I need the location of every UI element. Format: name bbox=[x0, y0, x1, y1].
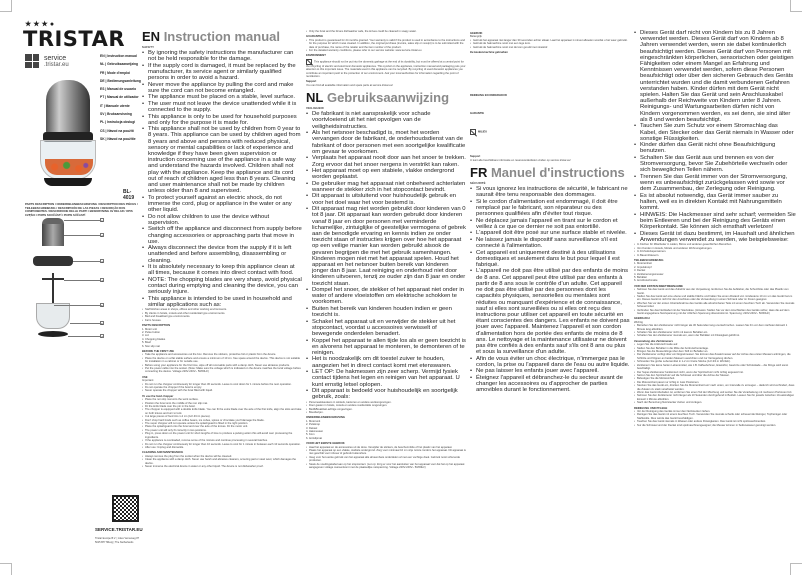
language-item: FR | Mode d'emploi bbox=[100, 70, 131, 75]
bowl-part bbox=[36, 303, 70, 329]
safety-list-en: • By ignoring the safety instructions the manufacturer can not be held responsible for the damage. • If the supply cord is damaged, it must be replaced by the manufacturer, its service agent or similarly qualified persons in order to avoid a hazard. • Never move the appliance by pulling the cord and make sure the cord can not become entangled. • The appliance must be placed on a stable, level surface. • The user must not leave the device unattended while it is connected to the supply. • This appliance is only to be used for household purposes and only for the purpose it is made for. • This appliance shall not be used by children from 0 year to 8 years. This appliance can be used by children aged from 8 years and above and persons with reduced physical, sensory or mental capabilities or lack of experience and knowledge if they have been given supervision or instruction concerning use of the appliance in a safe way and understand the hazards involved. Children shall not play with the appliance. Keep the appliance and its cord out of reach of children aged less than 8 years. Cleaning and user maintenance shall not be made by children unless older than 8 and supervised. • To protect yourself against an electric shock, do not immerse the cord, plug or appliance in the water or any other liquid. • Do not allow children to use the device without supervision. • Switch off the appliance and disconnect from supply before changing accessories or approaching parts that move in use. • Always disconnect the device from the supply if it is left unattended and before assembling, disassembling or cleaning. • It is absolutely necessary to keep this appliance clean at all times, because it comes into direct contact with food. • NOTE: The chopping blades are very sharp, avoid physical contact during emptying and cleaning the device, you can seriously injure. • This appliance is intended to be used in household and similar applications such as: bbox=[142, 50, 302, 308]
part-number-label: 6 bbox=[101, 322, 103, 326]
exploded-parts-diagram bbox=[30, 218, 103, 348]
logo-stars-icon: ★★★● bbox=[25, 21, 57, 28]
section-heading-en: EN Instruction manual bbox=[142, 29, 280, 44]
food-chopper-heading: To use the food chopper bbox=[142, 394, 174, 398]
part-number-label: 2 bbox=[101, 234, 103, 238]
en-details: • Staff kitchen areas in shops, offices and other working environments. • By clients in hotels, motels and other residential type environments. • Bed and breakfast type environments. • Farm houses. PARTS DESCRIPTION 1. Motor unit 2. Pulse button 3. Lid 4. Chopping blades 5. Bowl 6. Non slip mat BEFORE THE FIRST USE • Take the appliance and accessories out the box. Remove the stickers, protective foil or plastic from the device. • Place the device on a flat stable surface and ensure a minimum of 10 cm. free space around the device. This device is not suitable for installation in a cabinet or for outside use. • Before using your appliance for the first time, wipe off all removable parts with a damp cloth. Never use abrasive products. • Put the power cable into the socket. (Note: Make sure the voltage which is indicated on the device matches the local voltage before connecting the device. Voltage 220V-240V~ 50/60Hz) USE Important • Do not run the chopper continuously for longer than 30 seconds. Leave to cool down for 1 minute before the next operation. • Do not operate the chopper if the bowl is empty. • Never operate the chopper with the bowl filled with liquid. To use the food chopper • Place the non slip mat onto the work surface. • Position the bowl onto the middle of the non slip mat. • Fit the knife blade over the pin in the bowl. • The chopper is equipped with a double knife blade. You can fit the extra blade over the axle of the first knife, align the slots and take on both knives and turn to lock. • Cut large pieces of food into 1-2 cm (1/2-3/4 in pieces). • Don't chop hard foods such as coffee beans, ice cubes, spices or chocolate you'll damage the blade. • The super chopper will not operate unless the splashguard is fitted in the right position. • Place the splashguard onto the bowl and over the axle of the knives. Fit the motor unit. • The power unit will only fit correctly in two positions. • Plug in, press down on the power unit for short lengths of time to produce a pulsing action this will avoid over processing the ingredients. • If the appliance is overloaded, remove some of the mixture and continue processing in several batches. • Do not run the chopper continuously for longer than 10 seconds. Leave to cool for 1 minute in between each 10 seconds operation. • After use: Unplug and dismantle. CLEANING AND MAINTENANCE • Always remove the plug from the socket when the device will be cleaned. • Clean the appliance with a damp cloth. Never use harsh and abrasive cleaners, scouring pad or steel wool, which damages the device. • Never immerse the electrical device in water or any other liquid. The device is not dishwasher proof. bbox=[142, 308, 302, 468]
guarantee-heading: GUARANTEE bbox=[306, 35, 324, 39]
part-number-label: 5 bbox=[101, 304, 103, 308]
section-heading-nl: NL Gebruiksaanwijzing bbox=[306, 90, 450, 106]
crop-mark bbox=[790, 0, 802, 12]
bowl-illustration bbox=[40, 140, 96, 180]
language-list bbox=[100, 52, 145, 143]
use-heading: USE bbox=[142, 375, 148, 379]
safety-heading: SAFETY bbox=[142, 45, 155, 49]
language-item: NL | Gebruiksaanwijzing bbox=[100, 62, 139, 67]
part-number-label: 3 bbox=[101, 260, 103, 264]
service-badge bbox=[25, 54, 69, 68]
language-item: PT | Manual de utilizador bbox=[100, 95, 139, 100]
part-number-label: 4 bbox=[101, 279, 103, 283]
language-item: ES | Manual de usuario bbox=[100, 87, 137, 92]
section-heading-fr: FR Manuel d'instructions bbox=[470, 165, 625, 181]
de-section: • Dieses Gerät darf nicht von Kindern bis zu 8 Jahren verwendet werden. Dieses Gerät darf von Kindern ab 8 Jahren verwendet werden, wenn sie dabei kontinuierlich beaufsichtigt werden. Dieses Gerät darf von Personen mit eingeschränkten körperlichen, sensorischen oder geistigen Fähigkeiten oder einem Mangel an Erfahrung und Kenntnissen verwendet werden, sofern diese Personen beaufsichtigt oder über den sicheren Gebrauch des Geräts unterrichtet wurden und die damit verbundenen Gefahren verstanden haben. Kinder dürfen mit dem Gerät nicht spielen. Halten Sie das Gerät und sein Anschlusskabel außerhalb der Reichweite von Kindern unter 8 Jahren. Reinigungs- und Wartungsarbeiten dürfen nicht von Kindern vorgenommen werden, es sei denn, sie sind älter als 8 und werden beaufsichtigt. • Tauchen Sie zum Schutz vor einem Stromschlag das Kabel, den Stecker oder das Gerät niemals in Wasser oder sonstige Flüssigkeiten. • Kinder dürfen das Gerät nicht ohne Beaufsichtigung benutzen. • Schalten Sie das Gerät aus und trennen es von der Stromversorgung, bevor Sie Zubehörteile wechseln oder sich beweglichen Teilen nähern. • Trennen Sie das Gerät immer von der Stromversorgung, wenn es unbeaufsichtigt zurückgelassen wird sowie vor dem Zusammenbau, der Zerlegung oder Reinigung. • Es ist absolut notwendig, das Gerät immer sauber zu halten, weil es in direkten Kontakt mit Nahrungsmitteln kommt. • HINWEIS: Die Hackmesser sind sehr scharf; vermeiden Sie beim Entleeren und bei der Reinigung des Geräts einen Körperkontakt. Sie können sich ernsthaft verletzen! • Dieses Gerät ist dazu bestimmt, im Haushalt und ähnlichen Anwendungen verwendet zu werden, wie beispielsweise: • In Küchen für Mitarbeiter in Läden, Büros und anderen gewerblichen Bereichen. • Von Kunden in Hotels, Motels und anderen Wohnumgebungen. • In Frühstückspensionen. • In Bauernhäusern. TEILEBESCHREIBUNG 1. Motoreinheit 2. Impulsknopf 3. Deckel 4. Zerkleinerungsmesser 5. Behälter 6. Anti-Rutschmatte VOR DER ERSTEN INBETRIEBNAHME • Nehmen Sie das Gerät und das Zubehör aus der Verpackung. Entfernen Sie die Aufkleber, die Schutzfolie oder das Plastik vom Gerät. • Stellen Sie das Gerät auf eine ebene und stabile Fläche und halten Sie einen Abstand von mindestens 10 cm um das Gerät herum ein. Dieses Gerät ist nicht für den Anschluss oder die Verwendung in einem Schrank oder im Freien geeignet. • Wischen Sie vor der ersten Inbetriebnahme des Geräts alle abnehmbaren Teile mit einem feuchten Tuch ab. Verwenden Sie niemals Scheuermittel. • Verbinden Sie das Netzkabel mit der Steckdose. (Hinweis: Stellen Sie vor dem Anschließen des Geräts sicher, dass die auf dem Gerät angegebene Netzspannung mit der örtlichen Spannung übereinstimmt. Spannung: 220V-240V~ 50/60Hz) GEBRAUCH Wichtig • Betreiben Sie den Zerkleinerer nicht länger als 30 Sekunden lang ununterbrochen. Lassen Sie ihn vor dem nächsten Einsatz 1 Minute lang abkühlen. • Schalten Sie den Zerkleinerer nicht mit leerem Behälter ein. • Schalten Sie den Zerkleinerer niemals ein, wenn der Behälter mit Flüssigkeit gefüllt ist. Verwendung des Zerkleinerers • Legen Sie die Antirutschmatte auf. • Stellen Sie den Behälter in die Mitte der Antirutschunterlage. • Bringen Sie die Messerklinge über dem Stift im Behälter an. • Der Zerkleinerer verfügt über ein Doppelmesser. Sie können das Zusatzmesser auf der Achse des ersten Messers anbringen, die Schlitze und Nippen an beiden Messern ausrichten und zur Verriegelung drehen. • Schneiden Sie große Lebensmittel in 1-2 cm breite Stücke (1/2-3/4 in Würfeln). • Zerkleinern Sie keine harten Lebensmittel, wie z.B. Kaffeebohnen, Eiswürfel, Gewürze oder Schokolade – die Klinge wird sonst beschädigt. • Der Super-Zerkleinerer funktioniert nicht, wenn der Spritzschutz nicht richtig angesetzt ist. • Setzen Sie den Spritzschutz auf die Schüssel und über die Achse der Messer. • Befestigen Sie die Motoreinheit. • Die Motoreinheit passt nur richtig in zwei Positionen. • Stecken Sie das Gerät ein, drücken Sie die Motoreinheit kurz nach unten, um Intervalle zu erzeugen – dadurch wird verhindert, dass die Zutaten zu stark verarbeitet werden. • Wenn das Gerät überladen ist, entfernen Sie einen Teil der Mischung und setzen Sie die Verarbeitung mit mehreren Portionen fort. • Nehmen Sie den Zerkleinerer nicht länger als 10 Sekunden durchgehend in Betrieb. Lassen Sie ihn jeweils zwischen 10-sekündigen Einsatz 1 Minute abkühlen. • Nach der Benutzung Netzstecker ziehen und zerlegen. REINIGUNG UND PFLEGE • Vor der Reinigung des Geräts immer den Netzstecker ziehen. • Reinigen Sie das Gerät mit einem feuchten Tuch. Verwenden Sie niemals scharfe oder scheuernde Reiniger, Topfreiniger oder Stahlwolle. Dies würde das Gerät beschädigen. • Tauchen Sie das Gerät niemals in Wasser oder andere Flüssigkeiten. Das Gerät ist nicht spülmaschinenfest. • Nur die Schüssel und der Deckel sind spülmaschinengeeignet; die Messer können in Seifenwasser gereinigt werden. bbox=[634, 30, 796, 427]
weee-bin-icon bbox=[470, 129, 476, 135]
language-item: IT | Manuale utente bbox=[100, 103, 130, 108]
language-item: SK | Návod na použitie bbox=[100, 136, 136, 141]
safety-list-de-continued: • Dieses Gerät darf nicht von Kindern bis zu 8 Jahren verwendet werden. Dieses Gerät darf von Kindern ab 8 Jahren verwendet werden, wenn sie dabei kontinuierlich beaufsichtigt werden. Dieses Gerät darf von Personen mit eingeschränkten körperlichen, sensorischen oder geistigen Fähigkeiten oder einem Mangel an Erfahrung und Kenntnissen verwendet werden, sofern diese Personen beaufsichtigt oder über den sicheren Gebrauch des Geräts unterrichtet wurden und die damit verbundenen Gefahren verstanden haben. Kinder dürfen mit dem Gerät nicht spielen. Halten Sie das Gerät und sein Anschlusskabel außerhalb der Reichweite von Kindern unter 8 Jahren. Reinigungs- und Wartungsarbeiten dürfen nicht von Kindern vorgenommen werden, es sei denn, sie sind älter als 8 und werden beaufsichtigt. • Tauchen Sie zum Schutz vor einem Stromschlag das Kabel, den Stecker oder das Gerät niemals in Wasser oder sonstige Flüssigkeiten. • Kinder dürfen das Gerät nicht ohne Beaufsichtigung benutzen. • Schalten Sie das Gerät aus und trennen es von der Stromversorgung, bevor Sie Zubehörteile wechseln oder sich beweglichen Teilen nähern. • Trennen Sie das Gerät immer von der Stromversorgung, wenn es unbeaufsichtigt zurückgelassen wird sowie vor dem Zusammenbau, der Zerlegung oder Reinigung. • Es ist absolut notwendig, das Gerät immer sauber zu halten, weil es in direkten Kontakt mit Nahrungsmitteln kommt. • HINWEIS: Die Hackmesser sind sehr scharf; vermeiden Sie beim Entleeren und bei der Reinigung des Geräts einen Körperkontakt. Sie können sich ernsthaft verletzen! • Dieses Gerät ist dazu bestimmt, im Haushalt und ähnlichen Anwendungen verwendet zu werden, wie beispielsweise: bbox=[634, 30, 796, 243]
language-item: PL | Instrukcja obsługi bbox=[100, 120, 136, 125]
model-number: BL-4019 bbox=[123, 189, 135, 201]
nl-fr-section: GEBRUIK Belangrijk • Gebruik het apparaat niet langer dan 30 seconden achter elkaar. Laat het apparaat 1 minuut afkoelen voordat u het weer gebruikt. • Gebruik de hakmachine nooit met een lege kom. • Gebruik de hakmachine nooit met de kom gevuld met vloeistof. De keukenmachine gebruiken REINIGING EN ONDERHOUD GARANTIE MILIEU Support U kunt alle beschikbare informatie en reserveonderdelen vinden op service.tristar.eu! FR Manuel d'instructions SÉCURITÉ • Si vous ignorez les instructions de sécurité, le fabricant ne saurait être tenu responsable des dommages. • Si le cordon d'alimentation est endommagé, il doit être remplacé par le fabricant, son réparateur ou des personnes qualifiées afin d'éviter tout risque. • Ne déplacez jamais l'appareil en tirant sur le cordon et veillez à ce que ce dernier ne soit pas entortillé. • L'appareil doit être posé sur une surface stable et nivelée. • Ne laissez jamais le dispositif sans surveillance s'il est connecté à l'alimentation. • Cet appareil est uniquement destiné à des utilisations domestiques et seulement dans le but pour lequel il est fabriqué. • L'appareil ne doit pas être utilisé par des enfants de moins de 8 ans. Cet appareil peut être utilisé par des enfants à partir de 8 ans sous le contrôle d'un adulte. Cet appareil ne doit pas être utilisé par des personnes dont les capacités physiques, sensorielles ou mentales sont réduites ou manquant d'expérience et de connaissance, sauf si elles sont surveillées ou si elles ont reçu des instructions pour utiliser cet appareil en toute sécurité en étant conscientes des dangers. Les enfants ne doivent pas jouer avec l'appareil. Maintenez l'appareil et son cordon d'alimentation hors de portée des enfants de moins de 8 ans. Le nettoyage et la maintenance utilisateur ne doivent pas être confiés à des enfants sauf s'ils ont 8 ans ou plus et sous la surveillance d'un adulte. • Afin de vous éviter un choc électrique, n'immergez pas le cordon, la prise ou l'appareil dans de l'eau ou autre liquide. • Ne pas laisser les enfants jouer avec l'appareil. • Éteignez l'appareil et débranchez-le du secteur avant de changer les accessoires ou d'approcher de parties amovibles durant le fonctionnement. bbox=[470, 30, 630, 394]
language-item: DE | Bedienungsanleitung bbox=[100, 78, 141, 83]
en-nl-section: • Only the bowl and the lid are dishwasher safe, the knives could be cleaned in soapy water. GUARANTEE • This product is guaranteed for 24 months granted. Your warranty is valid if the product is used in accordance to the instructions and for the purpose for which it was created. In addition, the original purchase (invoice, sales slip or receipt) is to be submitted with the date of purchase, the name of the retailer and the item number of the product. • For the detailed warranty conditions, please refer to our service website: www.service.tristar.eu ENVIRONMENT This appliance should not be put into the domestic garbage at the end of its durability, but must be offered at a central point for the recycling of electric and electronic domestic appliances. This symbol on the appliance, instruction manual and packaging puts your attention to this important issue. The materials used in this appliance can be recycled. By recycling of used domestic appliances you contribute an important push to the protection of our environment. Ask your local authorities for information regarding the point of recollection. Support You can find all available information and spare parts at service.tristar.eu! NL Gebruiksaanwijzing VEILIGHEID • De fabrikant is niet aansprakelijk voor schade voortvloeiend uit het niet opvolgen van de veiligheidsinstructies. • Als het netsnoer beschadigd is, moet het worden vervangen door de fabrikant, de onderhoudsdienst van de fabrikant of door personen met een soortgelijke kwalificatie om gevaar te voorkomen. • Verplaats het apparaat nooit door aan het snoer te trekken. Zorg ervoor dat het snoer nergens in verstrikt kan raken. • Het apparaat moet op een stabiele, vlakke ondergrond worden geplaatst. • De gebruiker mag het apparaat niet onbeheerd achterlaten wanneer de stekker zich in het stopcontact bevindt. • Dit apparaat is uitsluitend voor huishoudelijk gebruik en voor het doel waar het voor bestemd is. • Dit apparaat mag niet worden gebruikt door kinderen van 0 tot 8 jaar. Dit apparaat kan worden gebruikt door kinderen vanaf 8 jaar en door personen met verminderde lichamelijke, zintuiglijke of geestelijke vermogens of gebrek aan de benodigde ervaring en kennis indien ze onder toezicht staan of instructies krijgen over hoe het apparaat op een veilige manier kan worden gebruikt alsook de gevaren begrijpen die met het gebruik samenhangen. Kinderen mogen niet met het apparaat spelen. Houd het apparaat en het netsnoer buiten bereik van kinderen jonger dan 8 jaar. Laat reiniging en onderhoud niet door kinderen uitvoeren, tenzij ze ouder zijn dan 8 jaar en onder toezicht staan. • Dompel het snoer, de stekker of het apparaat niet onder in water of andere vloeistoffen om elektrische schokken te voorkomen. • Buiten het bereik van kinderen houden indien er geen toezicht is. • Schakel het apparaat uit en verwijder de stekker uit het stopcontact, voordat u accessoires verwisselt of bewegende onderdelen benadert. • Koppel het apparaat te allen tijde los als er geen toezicht is en alvorens het apparaat te monteren, te demonteren of te reinigen. • Het is noodzakelijk om dit toestel zuiver te houden, aangezien het in direct contact komt met etenswaren. • LET OP: De hakmessen zijn zeer scherp. Vermijd fysiek contact tijdens het legen en reinigen van het apparaat. U kunt ernstig letsel oplopen. • Dit apparaat is bedoeld voor huishoudelijk en soortgelijk gebruik, zoals: • Personeelskeukens in winkels, kantoren en andere werkomgevingen. • Door gasten in hotels, motels en andere residentiële omgevingen. • Bed&Breakfast-achtige omgevingen. • Boerderijen. ONDERDELENBESCHRIJVING 1. Motorunit 2. Pulsknop 3. Deksel 4. Hakmessen 5. Kom 6. Antislipmat VOOR HET EERSTE GEBRUIK • Haal het apparaat en de accessoires uit de doos. Verwijder de stickers, de beschermfolie of het plastic van het apparaat. • Plaats het apparaat op een vlakke, stabiele ondergrond. Zorg voor minimaal 10 cm vrije ruimte rondom het apparaat. Dit apparaat is niet geschikt voor inbouw of gebruik buitenshuis. • Veeg voor het eerste gebruik van het apparaat alle afneembare onderdelen af met een vochtige doek. Gebruik nooit schurende producten. • Steek de voedingskabel aan op het stopcontact. (Let op: Zorg er voor het aansluiten van het apparaat voor dat het op het apparaat aangegeven voltage overeenkomt met de plaatselijke netspanning. Voltage 220V-240V~ 50/60Hz) bbox=[306, 30, 466, 470]
company-address: Tristar Europe B.V. | Jules Verneweg 87 5015 BH Tilburg | The Netherlands bbox=[95, 537, 140, 544]
service-label: service bbox=[44, 54, 67, 62]
language-item: EN | Instruction manual bbox=[100, 54, 137, 58]
language-item: CS | Návod na použití bbox=[100, 128, 134, 133]
parts-description-title: PARTS DESCRIPTION / ONDERDELENBESCHRIJVING / DESCRIPTION DES PIÈCES / TEILEBESCHREIBUNG / DESCRIPCIÓN DE LAS PIEZAS / DESCRIÇÃO DOS COMPONENTES / DESCRIZIONE DELLE PARTI / BESKRIVNING AV DELAR / OPIS CZĘŚCI / POPIS SOUČÁSTÍ / POPIS SÚČASTÍ bbox=[25, 202, 138, 217]
before-first-use-heading: BEFORE THE FIRST USE bbox=[142, 349, 175, 353]
en-section bbox=[142, 30, 302, 468]
weee-bin-icon bbox=[306, 59, 312, 65]
part-number-label: 7 bbox=[101, 335, 103, 339]
brand-logo: TRISTAR bbox=[23, 27, 126, 51]
lid-part bbox=[33, 256, 73, 266]
service-url: SERVICE.TRISTAR.EU bbox=[95, 527, 143, 532]
parts-heading: PARTS DESCRIPTION bbox=[142, 324, 171, 328]
support-heading: Support bbox=[306, 80, 317, 84]
environment-heading: ENVIRONMENT bbox=[306, 54, 326, 58]
cleaning-heading: CLEANING AND MAINTENANCE bbox=[142, 451, 184, 455]
motor-unit-illustration bbox=[46, 80, 90, 135]
motor-unit-part bbox=[42, 224, 64, 246]
language-item: SV | Bruksanvisning bbox=[100, 112, 132, 117]
cover-panel bbox=[0, 0, 143, 570]
product-image bbox=[38, 80, 98, 190]
safety-list-nl: • De fabrikant is niet aansprakelijk voor schade voortvloeiend uit het niet opvolgen van de veiligheidsinstructies. • Als het netsnoer beschadigd is, moet het worden vervangen door de fabrikant, de onderhoudsdienst van de fabrikant of door personen met een soortgelijke kwalificatie om gevaar te voorkomen. • Verplaats het apparaat nooit door aan het snoer te trekken. Zorg ervoor dat het snoer nergens in verstrikt kan raken. • Het apparaat moet op een stabiele, vlakke ondergrond worden geplaatst. • De gebruiker mag het apparaat niet onbeheerd achterlaten wanneer de stekker zich in het stopcontact bevindt. • Dit apparaat is uitsluitend voor huishoudelijk gebruik en voor het doel waar het voor bestemd is. • Dit apparaat mag niet worden gebruikt door kinderen van 0 tot 8 jaar. Dit apparaat kan worden gebruikt door kinderen vanaf 8 jaar en door personen met verminderde lichamelijke, zintuiglijke of geestelijke vermogens of gebrek aan de benodigde ervaring en kennis indien ze onder toezicht staan of instructies krijgen over hoe het apparaat op een veilige manier kan worden gebruikt alsook de gevaren begrijpen die met het gebruik samenhangen. Kinderen mogen niet met het apparaat spelen. Houd het apparaat en het netsnoer buiten bereik van kinderen jonger dan 8 jaar. Laat reiniging en onderhoud niet door kinderen uitvoeren, tenzij ze ouder zijn dan 8 jaar en onder toezicht staan. • Dompel het snoer, de stekker of het apparaat niet onder in water of andere vloeistoffen om elektrische schokken te voorkomen. • Buiten het bereik van kinderen houden indien er geen toezicht is. • Schakel het apparaat uit en verwijder de stekker uit het stopcontact, voordat u accessoires verwisselt of bewegende onderdelen benadert. • Koppel het apparaat te allen tijde los als er geen toezicht is en alvorens het apparaat te monteren, te demonteren of te reinigen. • Het is noodzakelijk om dit toestel zuiver te houden, aangezien het in direct contact komt met etenswaren. • LET OP: De hakmessen zijn zeer scherp. Vermijd fysiek contact tijdens het legen en reinigen van het apparaat. U kunt ernstig letsel oplopen. • Dit apparaat is bedoeld voor huishoudelijk en soortgelijk gebruik, zoals: bbox=[306, 111, 466, 400]
non-slip-mat-part bbox=[38, 331, 68, 337]
service-site: .tristar.eu bbox=[44, 61, 69, 68]
service-grid-icon bbox=[25, 54, 39, 68]
safety-list-fr: • Si vous ignorez les instructions de sécurité, le fabricant ne saurait être tenu responsable des dommages. • Si le cordon d'alimentation est endommagé, il doit être remplacé par le fabricant, son réparateur ou des personnes qualifiées afin d'éviter tout risque. • Ne déplacez jamais l'appareil en tirant sur le cordon et veillez à ce que ce dernier ne soit pas entortillé. • L'appareil doit être posé sur une surface stable et nivelée. • Ne laissez jamais le dispositif sans surveillance s'il est connecté à l'alimentation. • Cet appareil est uniquement destiné à des utilisations domestiques et seulement dans le but pour lequel il est fabriqué. • L'appareil ne doit pas être utilisé par des enfants de moins de 8 ans. Cet appareil peut être utilisé par des enfants à partir de 8 ans sous le contrôle d'un adulte. Cet appareil ne doit pas être utilisé par des personnes dont les capacités physiques, sensorielles ou mentales sont réduites ou manquant d'expérience et de connaissance, sauf si elles sont surveillées ou si elles ont reçu des instructions pour utiliser cet appareil en toute sécurité en étant conscientes des dangers. Les enfants ne doivent pas jouer avec l'appareil. Maintenez l'appareil et son cordon d'alimentation hors de portée des enfants de moins de 8 ans. Le nettoyage et la maintenance utilisateur ne doivent pas être confiés à des enfants sauf s'ils ont 8 ans ou plus et sous la surveillance d'un adulte. • Afin de vous éviter un choc électrique, n'immergez pas le cordon, la prise ou l'appareil dans de l'eau ou autre liquide. • Ne pas laisser les enfants jouer avec l'appareil. • Éteignez l'appareil et débranchez-le du secteur avant de changer les accessoires ou d'approcher de parties amovibles durant le fonctionnement. bbox=[470, 186, 630, 393]
vegetables-illustration bbox=[45, 159, 93, 175]
blade-part bbox=[42, 278, 64, 280]
crop-mark bbox=[790, 563, 802, 575]
qr-code bbox=[112, 495, 139, 522]
part-number-label: 1 bbox=[101, 219, 103, 223]
